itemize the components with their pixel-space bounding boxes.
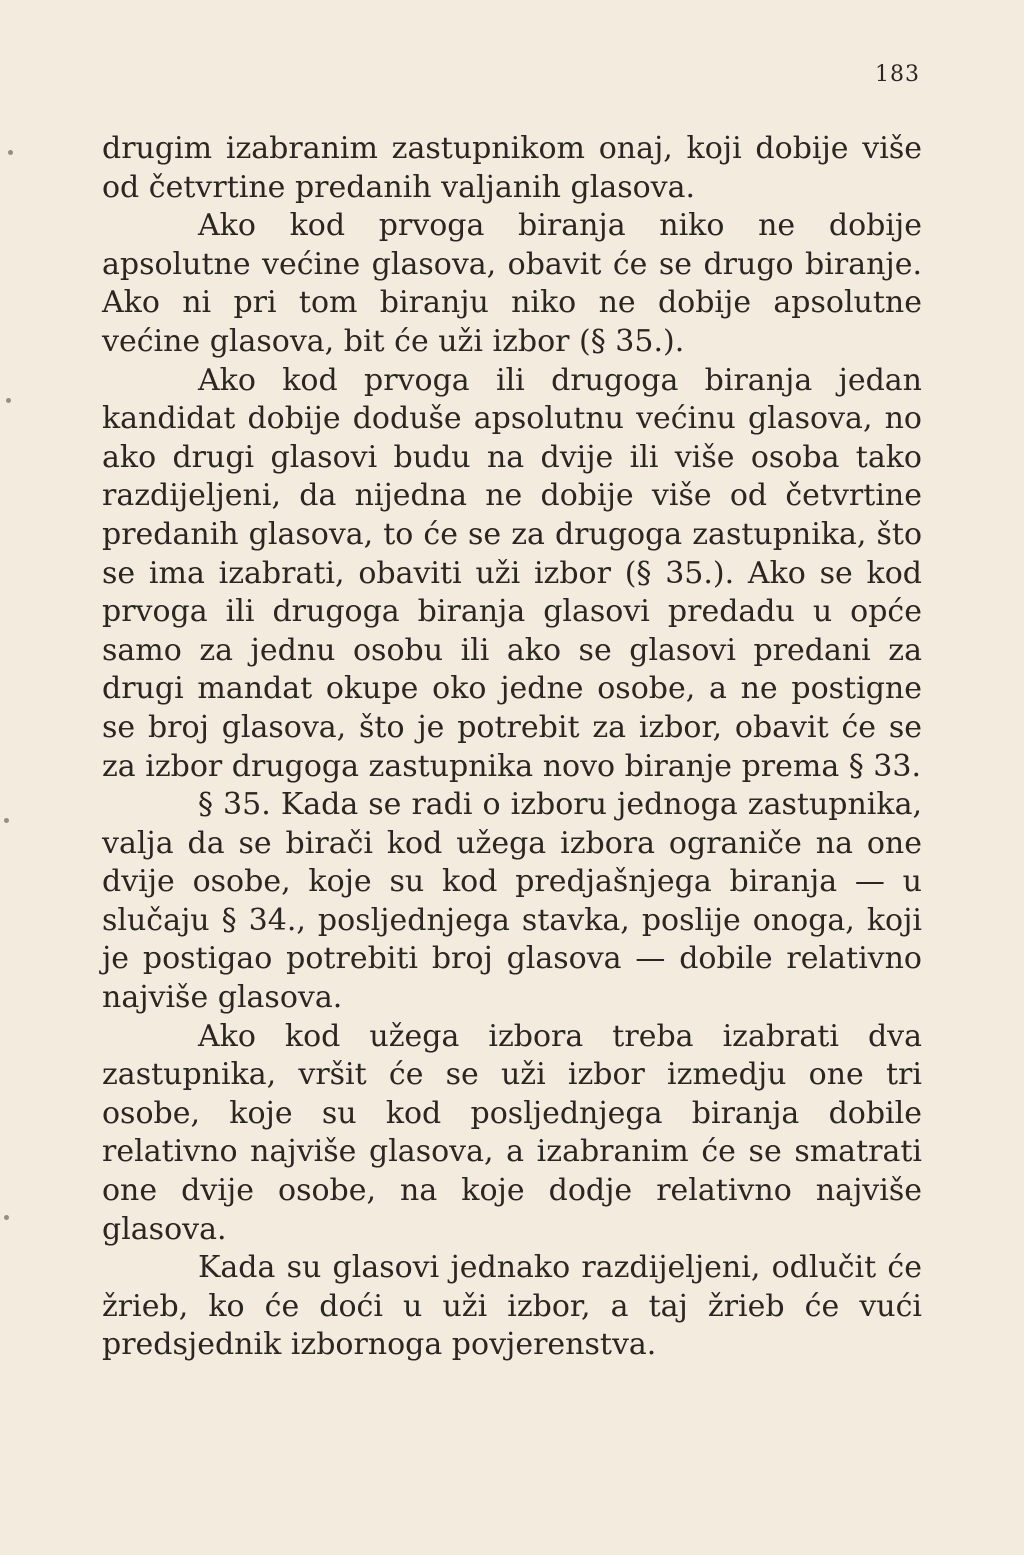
paragraph: Ako kod prvoga biranja niko ne dobije apsolutne većine glasova, obavit će se drugo biranje. Ako ni pri tom biranju niko ne dobije apsolutne većine glasova, bit će uži izbor (§ 35.). [102,208,922,359]
paragraph: Ako kod užega izbora treba izabrati dva zastupnika, vršit će se uži izbor izmedju one tri osobe, koje su kod posljednjega biranja dobile relativno najviše glasova, a izabranim će se smatrati one dvije osobe, na koje dodje relativno najviše glasova. [102,1018,922,1247]
margin-speck [8,150,13,155]
margin-speck [6,398,11,403]
paragraph: Ako kod prvoga ili drugoga biranja jedan kandidat dobije doduše apsolutnu većinu glasova, no ako drugi glasovi budu na dvije ili više osoba tako razdijeljeni, da nijedna ne dobije više od četvrtine predanih glasova, to će se za drugoga zastupnika, što se ima izabrati, obaviti uži izbor (§ 35.). Ako se kod prvoga ili drugoga biranja glasovi predadu u opće samo za jednu osobu ili ako se glasovi predani za drugi mandat okupe oko jedne osobe, a ne postigne se broj glasova, što je potrebit za izbor, obavit će se za izbor drugoga zastupnika novo biranje prema § 33. [102,362,922,784]
page-number: 183 [875,62,920,87]
paragraph: drugim izabranim zastupnikom onaj, koji dobije više od četvrtine predanih valjanih glasova. [102,131,922,205]
margin-speck [4,818,9,823]
margin-speck [4,1215,9,1220]
paragraph: Kada su glasovi jednako razdijeljeni, odlučit će žrieb, ko će doći u uži izbor, a taj žrieb će vući predsjednik izbornoga povjerenstva. [102,1250,922,1363]
section-paragraph: § 35. Kada se radi o izboru jednoga zastupnika, valja da se birači kod užega izbora ograniče na one dvije osobe, koje su kod predjašnjega biranja — u slučaju § 34., posljednjega stavka, poslije onoga, koji je postigao potrebiti broj glasova — dobile relativno najviše glasova. [102,787,922,1016]
body-text [102,130,922,1365]
